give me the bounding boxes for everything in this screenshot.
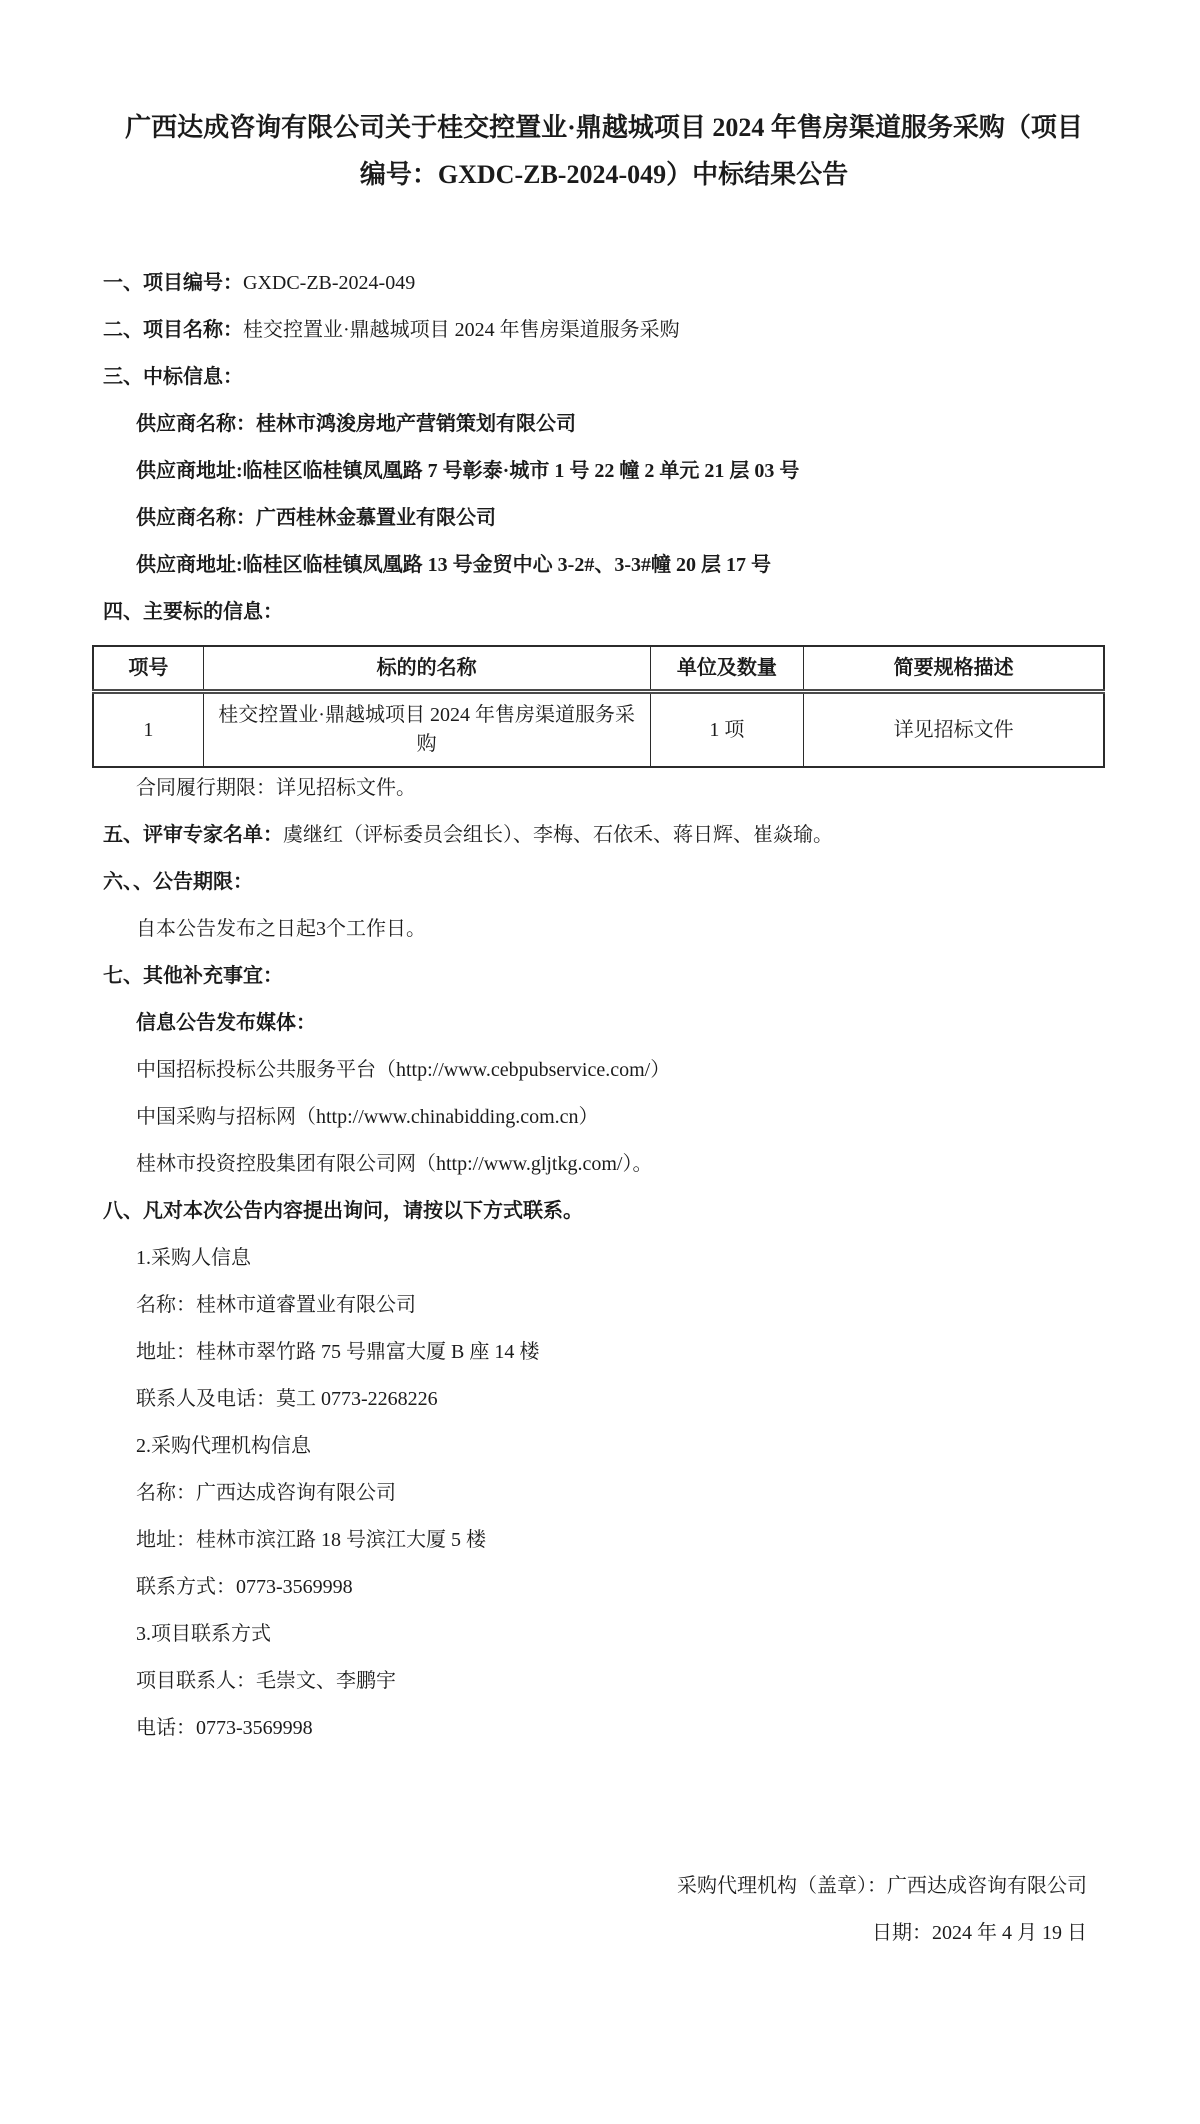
supplier-1-address-label: 供应商地址: <box>136 460 243 482</box>
purchaser-heading: 1.采购人信息 <box>136 1247 251 1269</box>
project-contact-phone: 电话：0773-3569998 <box>136 1717 313 1739</box>
section-other-heading: 七、其他补充事宜： <box>103 965 283 987</box>
section-experts <box>103 821 1105 849</box>
experts-label: 五、评审专家名单： <box>103 824 283 846</box>
agency-phone: 联系方式：0773-3569998 <box>136 1576 353 1598</box>
media-label: 信息公告发布媒体： <box>136 1012 316 1034</box>
project-contact-heading: 3.项目联系方式 <box>136 1623 271 1645</box>
table-header-row <box>93 646 1104 692</box>
agency-heading: 2.采购代理机构信息 <box>136 1435 311 1457</box>
project-number-label: 一、项目编号： <box>103 272 243 294</box>
table-cell-unit-quantity: 1 项 <box>650 692 804 768</box>
section-project-name <box>103 316 1105 344</box>
supplier-2-address-label: 供应商地址: <box>136 554 243 576</box>
project-contact-persons: 项目联系人：毛崇文、李鹏宇 <box>136 1670 396 1692</box>
supplier-1-address <box>136 457 1105 485</box>
title-line-1: 广西达成咨询有限公司关于桂交控置业·鼎越城项目 2024 年售房渠道服务采购（项目 <box>125 113 1083 142</box>
media-platform-1: 中国招标投标公共服务平台（http://www.cebpubservice.com/） <box>136 1059 671 1081</box>
supplier-2-name <box>136 504 1105 532</box>
signature-block <box>103 1872 1105 1947</box>
supplier-1-name-value: 桂林市鸿浚房地产营销策划有限公司 <box>256 413 576 435</box>
purchaser-name: 名称：桂林市道睿置业有限公司 <box>136 1294 416 1316</box>
table-cell-item-no: 1 <box>93 692 203 768</box>
notice-period-body: 自本公告发布之日起3个工作日。 <box>136 918 426 940</box>
experts-names: 虞继红（评标委员会组长）、李梅、石依禾、蒋日辉、崔焱瑜。 <box>283 824 833 846</box>
section-main-bid-heading: 四、主要标的信息： <box>103 601 283 623</box>
project-name-value: 桂交控置业·鼎越城项目 2024 年售房渠道服务采购 <box>243 319 680 341</box>
supplier-2-address <box>136 551 1105 579</box>
agency-seal-line: 采购代理机构（盖章）：广西达成咨询有限公司 <box>677 1875 1087 1897</box>
page-title <box>103 104 1105 198</box>
supplier-2-name-value: 广西桂林金慕置业有限公司 <box>256 507 496 529</box>
table-row <box>93 692 1104 768</box>
section-project-number <box>103 269 1105 297</box>
title-line-2: 编号：GXDC-ZB-2024-049）中标结果公告 <box>359 160 849 189</box>
main-bid-table <box>92 645 1105 768</box>
table-cell-subject-name: 桂交控置业·鼎越城项目 2024 年售房渠道服务采购 <box>203 692 650 768</box>
section-award-info-heading: 三、中标信息： <box>103 366 243 388</box>
supplier-1-address-value: 临桂区临桂镇凤凰路 7 号彰泰·城市 1 号 22 幢 2 单元 21 层 03 号 <box>242 460 800 482</box>
supplier-2-name-label: 供应商名称： <box>136 507 256 529</box>
date-line: 日期：2024 年 4 月 19 日 <box>872 1922 1087 1944</box>
agency-name: 名称：广西达成咨询有限公司 <box>136 1482 396 1504</box>
document-body <box>103 0 1105 1947</box>
table-header-unit-quantity: 单位及数量 <box>650 646 804 692</box>
table-cell-spec-description: 详见招标文件 <box>804 692 1104 768</box>
contract-period: 合同履行期限：详见招标文件。 <box>136 777 416 799</box>
table-header-item-no: 项号 <box>93 646 203 692</box>
table-header-subject-name: 标的的名称 <box>203 646 650 692</box>
supplier-2-address-value: 临桂区临桂镇凤凰路 13 号金贸中心 3-2#、3-3#幢 20 层 17 号 <box>242 554 771 576</box>
project-number-value: GXDC-ZB-2024-049 <box>243 272 416 294</box>
table-header-spec-description: 简要规格描述 <box>804 646 1104 692</box>
agency-address: 地址：桂林市滨江路 18 号滨江大厦 5 楼 <box>136 1529 486 1551</box>
project-name-label: 二、项目名称： <box>103 319 243 341</box>
supplier-1-name-label: 供应商名称： <box>136 413 256 435</box>
supplier-1-name <box>136 410 1105 438</box>
section-contact-heading: 八、凡对本次公告内容提出询问，请按以下方式联系。 <box>103 1200 583 1222</box>
section-notice-period-heading: 六、、公告期限： <box>103 871 253 893</box>
media-platform-3: 桂林市投资控股集团有限公司网（http://www.gljtkg.com/）。 <box>136 1153 653 1175</box>
purchaser-phone: 联系人及电话：莫工 0773-2268226 <box>136 1388 438 1410</box>
purchaser-address: 地址：桂林市翠竹路 75 号鼎富大厦 B 座 14 楼 <box>136 1341 540 1363</box>
media-platform-2: 中国采购与招标网（http://www.chinabidding.com.cn） <box>136 1106 599 1128</box>
